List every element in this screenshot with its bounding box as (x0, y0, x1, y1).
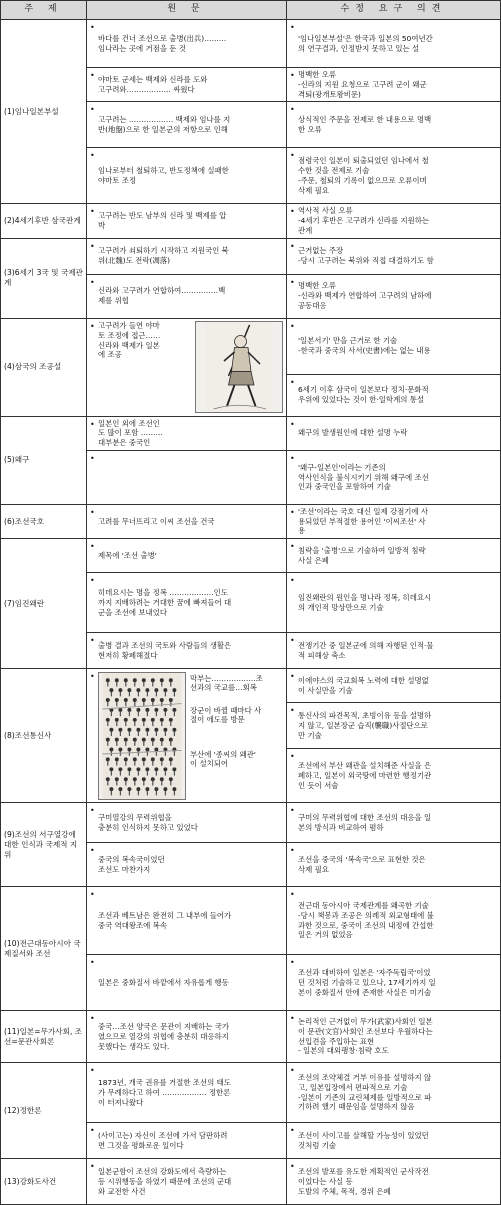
revision-opinion-cell (287, 803, 501, 843)
topic-cell: (11)일본=무가사회, 조선=문관사회론 (1, 1011, 87, 1063)
text-line: 용되었던 부적절한 용어인 '이씨조선' 사 (298, 516, 426, 526)
text-line: -일본이 기존의 교린체제를 일방적으로 파 (298, 1092, 432, 1102)
text-line: 의 연구결과, 인정받지 못하고 있는 설 (298, 43, 420, 53)
text-line: 까지 지배하려는 거대한 꿈에 빠져들어 대 (98, 597, 232, 607)
text-line: • 전근대 동아시아 국제관계를 왜곡한 기술 (298, 901, 429, 911)
original-text-cell (87, 102, 287, 148)
text-line: • 임진왜란의 원인을 명나라 정복, 히데요시 (298, 592, 432, 602)
revision-opinion-cell (287, 539, 501, 573)
revision-opinion-cell (287, 68, 501, 102)
text-line: • 히데요시는 명을 정복 ………………인도 (98, 588, 228, 598)
topic-cell: (6)조선국호 (1, 504, 87, 538)
revision-opinion-cell (287, 1159, 501, 1205)
text-line: 군을 조선에 보내었다 (98, 607, 167, 617)
text-line: • 고구려가 들연 야마 (98, 321, 160, 331)
text-line: 위(北魏)도 전락(凋落) (98, 256, 171, 266)
text-line: • 조선과 대비하여 일본은 '자주독립국'이었 (298, 968, 431, 978)
original-text-cell (87, 1011, 287, 1063)
table-row (1, 318, 501, 374)
table-row (1, 204, 501, 238)
text-line: • 왜구의 발생원인에 대한 설명 누락 (298, 428, 408, 438)
revision-opinion-cell (287, 204, 501, 238)
revision-opinion-cell (287, 1011, 501, 1063)
text-line: • 조선이 사이고를 살해할 가능성이 있었던 (298, 1130, 429, 1140)
text-line: 에 조공 (98, 350, 122, 360)
revision-opinion-cell (287, 955, 501, 1011)
text-line: • 일본인 외에 조선인 (98, 418, 160, 428)
text-line: • 임나로부터 철퇴하고, 반도정책에 실패한 (98, 166, 229, 176)
text-line: -당시 책봉과 조공은 의례적 외교형태에 불 (298, 910, 434, 920)
topic-cell: (12)정한론 (1, 1063, 87, 1159)
topic-cell: (2)4세기후반 삼국관계 (1, 204, 87, 238)
text-line: • 조선의 발포를 유도한 계획적인 군사작전 (298, 1167, 429, 1177)
original-text-cell (87, 148, 287, 204)
text-line: 지 않고, 일본장군 습직(襲職)사절단으로 (298, 720, 428, 730)
text-line: -주문, 철퇴의 기록이 없으므로 오류이며 (298, 175, 427, 185)
text-line: 부산에 '종씨의 왜관' (190, 749, 256, 759)
table-row (1, 504, 501, 538)
topic-cell: (5)왜구 (1, 416, 87, 504)
header-revision-opinion: 수정 요구 의견 (287, 1, 501, 20)
original-text-cell (87, 504, 287, 538)
text-line: 것처럼 기술 (298, 1140, 337, 1150)
text-line: • '왜구-일본인'이라는 기존의 (298, 462, 386, 472)
text-line: • 6세기 이후 삼국이 일본보다 정치·문화적 (298, 385, 429, 395)
text-line: 박 (98, 220, 106, 230)
text-line: 이 설치되어 (190, 759, 229, 769)
original-text-cell (87, 539, 287, 573)
original-text-cell (87, 20, 287, 68)
text-line: 선과의 국교를…회복 (190, 683, 257, 693)
text-line: 임나라는 곳에 거점을 둔 것 (98, 43, 186, 53)
text-line: • 조선의 조약체결 거부 이유를 설명하지 않 (298, 1073, 432, 1083)
text-line: -신라와 백제가 연합하여 고구려의 남하에 (298, 291, 432, 301)
text-line: -한국과 중국의 사서(史書)에는 없는 내용 (298, 346, 431, 356)
original-text-cell (87, 274, 287, 318)
text-line: • 구미의 무력위협에 대한 조선의 대응을 일 (298, 812, 432, 822)
text-line: • 고려를 무너뜨리고 이씨 조선을 건국 (98, 516, 215, 526)
revision-opinion-cell (287, 274, 501, 318)
text-line: • 야마토 군세는 백제와 신라를 도와 (98, 74, 208, 84)
revision-opinion-cell (287, 703, 501, 749)
text-line: 인과 중국인을 포함하여 기술 (298, 482, 391, 492)
text-line: 본이 중화질서 안에 존재한 사실은 미기술 (298, 987, 432, 997)
revision-opinion-cell (287, 1063, 501, 1123)
text-line: 과한 것으로, 중국이 조선의 내정에 간섭한 (298, 920, 434, 930)
table-row (1, 669, 501, 703)
text-line: • 명백한 오류 (298, 281, 337, 291)
original-text-cell (87, 1063, 287, 1123)
original-text-cell (87, 573, 287, 633)
text-line: 도발의 주체, 목적, 경위 은폐 (298, 1186, 391, 1196)
text-line: • 일본군함이 조선의 강화도에서 측량하는 (98, 1167, 227, 1177)
text-line: 삭제 필요 (298, 864, 329, 874)
header-original-text: 원 문 (87, 1, 287, 20)
original-text-cell (87, 238, 287, 274)
text-line: 제를 위협 (98, 296, 129, 306)
original-text-cell (87, 318, 287, 416)
text-line: 이 터져나왔다 (98, 1097, 144, 1107)
text-line: 와 교전한 사건 (98, 1186, 146, 1196)
text-line: 절이 에도를 방문 (190, 715, 245, 725)
text-line: • 1873년, 개국 권유를 거절한 조선의 태도 (98, 1078, 231, 1088)
original-text-item (190, 704, 283, 748)
original-text-cell (87, 1159, 287, 1205)
original-text-cell (87, 887, 287, 955)
text-line: • 이에야스의 국교회복 노력에 대한 설명없 (298, 675, 429, 685)
text-line: 기하려 했기 때문임을 설명하지 않음 (298, 1102, 415, 1112)
text-line: • 전쟁기간 중 일본군에 의해 자행된 인적·물 (298, 640, 434, 650)
text-line: • 조선을 중국의 '복속국'으로 표현한 것은 (298, 854, 426, 864)
text-line: • (사이고는) 자신이 조선에 가서 담판하려 (98, 1130, 228, 1140)
original-text-cell (87, 204, 287, 238)
text-line: • 신라와 고구려가 연합하여……………백 (98, 286, 226, 296)
revision-opinion-cell (287, 573, 501, 633)
procession-illustration (99, 673, 185, 799)
text-line: 만 기술 (298, 730, 322, 740)
original-text-cell (87, 843, 287, 887)
text-line: 고구려와……………… 싸웠다 (98, 84, 195, 94)
text-line: • 고구려는 반도 남부의 신라 및 백제를 압 (98, 211, 227, 221)
text-line: 조선도 마찬가지 (98, 864, 151, 874)
text-line: 일은 거의 없었음 (298, 930, 353, 940)
text-line: • '일본서기' 만을 근거로 한 기술 (298, 336, 398, 346)
revision-opinion-cell (287, 238, 501, 274)
text-line: -4세기 후반은 고구려가 신라를 지원하는 (298, 216, 429, 226)
original-text-item (190, 748, 283, 800)
original-text-cell (87, 955, 287, 1011)
table-row (1, 238, 501, 274)
revision-opinion-cell (287, 1123, 501, 1159)
revision-opinion-cell (287, 20, 501, 68)
text-line: 수한 것을 전제로 기술 (298, 166, 370, 176)
text-line: 중국 역대왕조에 복속 (98, 920, 167, 930)
revision-opinion-cell (287, 843, 501, 887)
text-line: 폐하고, 일본이 외국땅에 마련한 행정기관 (298, 770, 432, 780)
text-line: • 침략을 '출병'으로 기술하여 일방적 침략 (298, 545, 426, 555)
text-line: 인 듯이 서술 (298, 780, 339, 790)
text-line: 등 시위행동을 하였기 때문에 조선의 군대 (98, 1176, 232, 1186)
text-line: 관계 (298, 225, 313, 235)
table-row (1, 1011, 501, 1063)
revision-opinion-cell (287, 887, 501, 955)
text-line: 도 많이 포함 ……… (98, 428, 163, 438)
header-topic: 주 제 (1, 1, 87, 20)
text-line: • 조선에서 부산 왜관을 설치해준 사실을 은 (298, 761, 432, 771)
topic-cell: (7)임진왜란 (1, 539, 87, 669)
revision-opinion-cell (287, 102, 501, 148)
original-text-cell (87, 68, 287, 102)
table-row (1, 803, 501, 843)
text-line: 삭제 필요 (298, 185, 329, 195)
text-line: • 중국의 복속국이었던 (98, 854, 165, 864)
text-line: 사실 은폐 (298, 555, 329, 565)
text-line: 적 피해상 축소 (298, 650, 346, 660)
text-line: 장군이 바뀔 때마다 사 (190, 705, 262, 715)
warrior-illustration (196, 322, 282, 412)
text-line: • 점령국인 일본이 퇴출되었던 임나에서 철 (298, 156, 429, 166)
original-text-cell (87, 416, 287, 450)
table-header-row (1, 1, 501, 20)
text-line: • 조선과 베트남은 완전히 그 내부에 들어가 (98, 910, 232, 920)
table-row (1, 1159, 501, 1205)
text-line: • 고구려가 쇠퇴하기 시작하고 지원국인 북 (98, 246, 229, 256)
table-row (1, 1063, 501, 1123)
revision-opinion-cell (287, 450, 501, 504)
text-line: 토 조정에 접근…… (98, 330, 161, 340)
text-line: 본의 방식과 비교하여 폄하 (298, 822, 384, 832)
text-line: 신라와 백제가 일본 (98, 340, 160, 350)
text-line: 의 개인적 망상만으로 기술 (298, 602, 384, 612)
text-line: 고, 일본입장에서 편파적으로 기술 (298, 1082, 408, 1092)
text-line: 이 사실만을 기술 (298, 685, 353, 695)
text-line: 한 오류 (298, 124, 322, 134)
text-line: • 역사적 사실 오류 (298, 206, 353, 216)
revision-opinion-cell (287, 416, 501, 450)
text-line: • 상식적인 주문을 전제로 한 내용으로 명백 (298, 115, 432, 125)
text-line: 반(地盤)으로 한 일본군의 저항으로 인해 (98, 124, 228, 134)
text-line: • 논리적인 근거없이 무가(武家)사회인 일본 (298, 1017, 433, 1027)
revision-opinion-cell (287, 148, 501, 204)
revision-opinion-cell (287, 633, 501, 669)
text-line: • 일본은 중화질서 바깥에서 자유롭게 행동 (98, 977, 229, 987)
original-text-cell (87, 450, 287, 504)
text-line: 선입견을 주입하는 표현 (298, 1036, 375, 1046)
topic-cell: (4)삼국의 조공설 (1, 318, 87, 416)
topic-cell: (3)6세기 3국 및 국제관계 (1, 238, 87, 318)
text-line: 공동대응 (298, 300, 327, 310)
text-line: -신라의 지원 요청으로 고구려 군이 왜군 (298, 79, 427, 89)
topic-cell: (10)전근대동아시아 국제질서와 조선 (1, 887, 87, 1011)
topic-cell: (8)조선통신사 (1, 669, 87, 803)
text-line: 이었다는 사실 등 (298, 1176, 353, 1186)
text-line: • 근거없는 주장 (298, 246, 344, 256)
text-line: 가 무례하다고 하여 ……………… 정한론 (98, 1087, 231, 1097)
text-line: • '조선'이라는 국호 대신 일제 강점기에 사 (298, 506, 429, 516)
topic-cell: (1)임나일본부설 (1, 20, 87, 204)
table-row (1, 887, 501, 955)
text-line: • 구미열강의 무력위협을 (98, 812, 172, 822)
original-text-cell (87, 669, 287, 803)
text-line: 던 것처럼 기술하고 있으나, 17세기까지 일 (298, 977, 436, 987)
table-row (1, 20, 501, 68)
original-text-item (190, 672, 283, 704)
text-line: 못했다는 생각도 있다. (98, 1041, 170, 1051)
revision-opinion-cell (287, 504, 501, 538)
revision-opinion-cell (287, 669, 501, 703)
text-line: 격퇴(광개토왕비문) (298, 89, 361, 99)
text-line: 야마토 조정 (98, 175, 137, 185)
text-line: • 고구려는 ……………… 백제와 임나를 지 (98, 115, 231, 125)
original-text-cell (87, 1123, 287, 1159)
table-row (1, 416, 501, 450)
text-line: • 막부는………………조 (190, 673, 263, 683)
text-line: 역사인식을 불식시키기 위해 왜구에 조선 (298, 472, 429, 482)
text-line: • 통신사의 파견목적, 초빙이유 등을 설명하 (298, 711, 432, 721)
original-text-cell (87, 633, 287, 669)
text-line: • 명백한 오류 (298, 70, 337, 79)
text-line: -당시 고구려는 북위와 직접 대결하기도 함 (298, 256, 434, 266)
text-line: • 출병 결과 조선의 국토와 사람들의 생활은 (98, 640, 232, 650)
text-line: 였으므로 열강의 위협에 충분히 대응하지 (98, 1031, 229, 1041)
text-line: • 제목에 '조선 출병' (98, 550, 157, 560)
text-line: 현저히 황폐해졌다 (98, 650, 158, 660)
topic-cell: (13)강화도사건 (1, 1159, 87, 1205)
text-line: • 중국…조선 양국은 문관이 지배하는 국가 (98, 1022, 230, 1032)
text-line: 이 문관(文官)사회인 조선보다 우월하다는 (298, 1026, 433, 1036)
text-line: 면 그것을 평화로운 일이다 (98, 1140, 184, 1150)
text-line: 충분히 인식하지 못하고 있었다 (98, 822, 198, 832)
text-line: • '임나일본부설'은 한국과 일본의 50여년간 (298, 33, 433, 43)
original-text-cell (87, 803, 287, 843)
revision-opinion-cell (287, 318, 501, 374)
text-line: 용 (298, 526, 306, 536)
revision-opinion-cell (287, 374, 501, 416)
text-line: • 바다를 건너 조선으로 출병(出兵)……… (98, 33, 227, 43)
text-line: - 일본의 대외팽창·침략 호도 (298, 1046, 389, 1056)
table-row (1, 539, 501, 573)
text-line: 우위에 있었다는 것이 한·일학계의 통설 (298, 395, 424, 405)
revision-opinion-cell (287, 749, 501, 803)
text-line: 대부분은 중국인 (98, 438, 151, 448)
topic-cell: (9)조선의 서구열강에 대한 인식과 국제적 지위 (1, 803, 87, 887)
